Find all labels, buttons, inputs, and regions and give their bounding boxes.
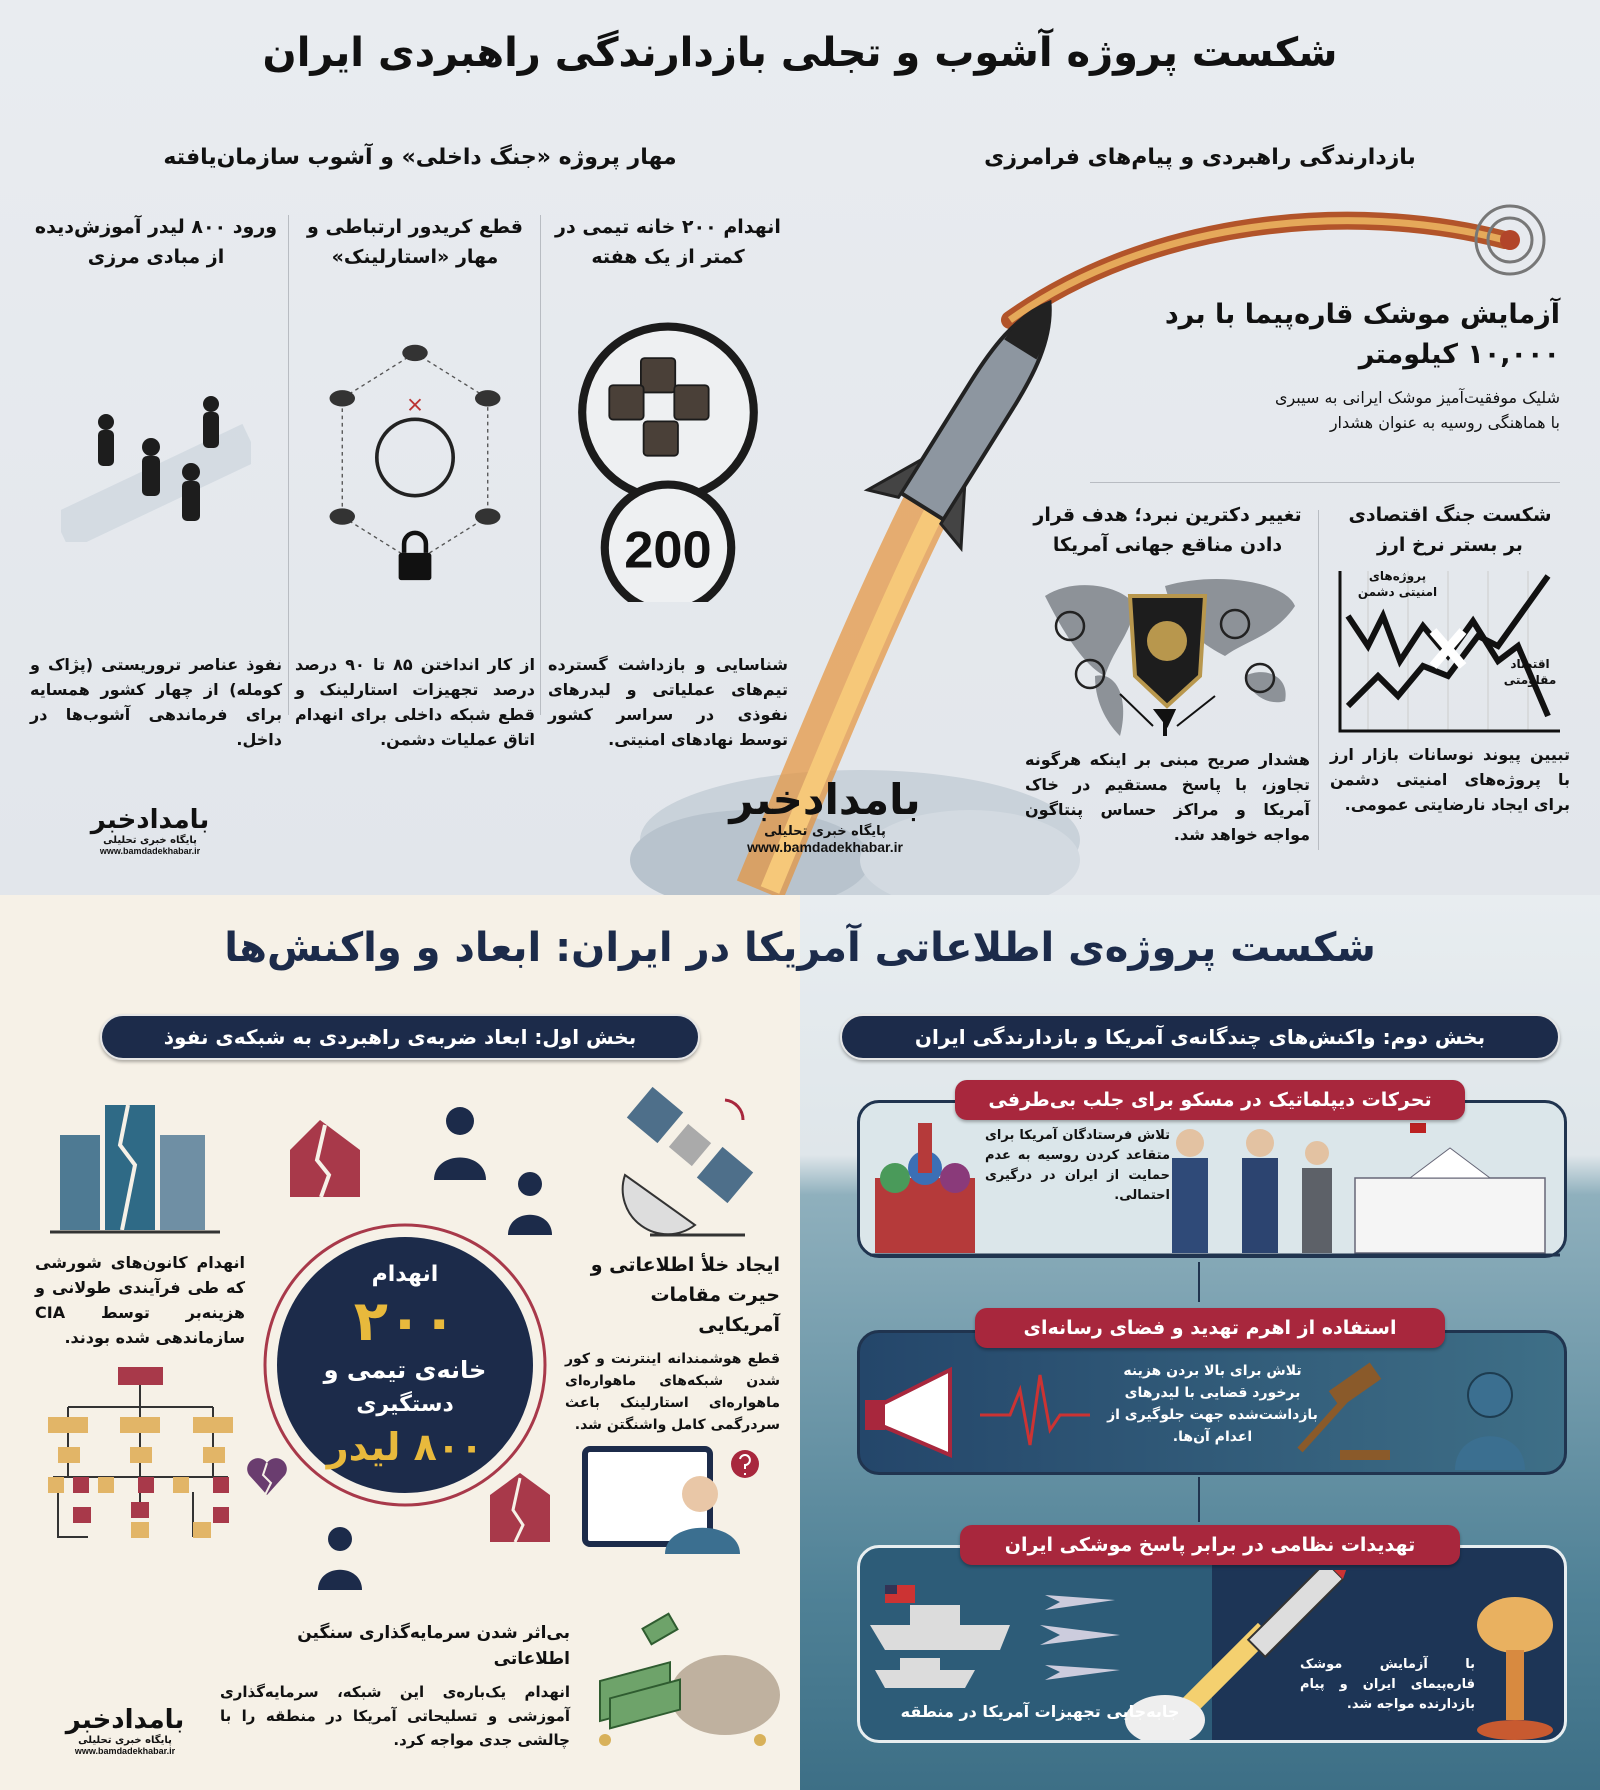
doctrine-block [1025, 500, 1310, 847]
divider [1090, 482, 1560, 483]
missile-icon [1248, 1570, 1360, 1657]
label-line: اقتصاد [1510, 657, 1550, 671]
satellite-dish-icon [330, 345, 501, 525]
network-lock-icon [315, 330, 515, 594]
title-line: ۱۰,۰۰۰ کیلومتر [1358, 339, 1560, 370]
money-stack-icon [585, 1600, 785, 1750]
column-title-leaders [30, 212, 282, 272]
arrested-person-icon [315, 1525, 365, 1590]
divider [288, 215, 289, 715]
diplomacy-illustration [870, 1118, 1560, 1258]
white-house-icon [1355, 1123, 1545, 1253]
body-line: شلیک موفقیت‌آمیز موشک ایرانی به سیبری [1274, 388, 1560, 407]
megaphone-icon [865, 1370, 950, 1455]
label-line: پروژه‌های [1368, 569, 1427, 583]
missile-body [1090, 385, 1560, 435]
column-starlink [295, 212, 535, 752]
confused-official-icon [580, 1444, 765, 1554]
title-line: تغییر دکترین نبرد؛ هدف قرار [1033, 504, 1302, 526]
logo-url: www.bamdadekhabar.ir [747, 839, 903, 855]
collapsing-buildings-icon [50, 1095, 220, 1235]
logo-url: www.bamdadekhabar.ir [99, 846, 201, 856]
broken-house-icon [285, 1115, 365, 1200]
chart-label-enemy [1348, 568, 1448, 600]
military-tab: تهدیدات نظامی در برابر پاسخ موشکی ایران [960, 1525, 1460, 1565]
title-line: انهدام ۲۰۰ خانه تیمی در [555, 216, 781, 238]
doctrine-body: هشدار صریح مبنی بر اینکه هرگونه تجاوز، با پاسخ مستقیم در خاک آمریکا و مراکز حساس پنتاگون مواجه خواهد شد. [1025, 750, 1310, 844]
left-section-heading: مهار پروژه «جنگ داخلی» و آشوب سازمان‌یافته [163, 145, 677, 170]
stat-line: دستگیری [356, 1392, 454, 1417]
title-line: ورود ۸۰۰ لیدر آموزش‌دیده [34, 216, 278, 238]
logo-tagline: پایگاه خبری تحلیلی [764, 824, 886, 839]
chart-label-resistance [1498, 656, 1563, 688]
column-title-safehouses [548, 212, 788, 272]
right-section-heading: بازدارندگی راهبردی و پیام‌های فرامرزی [984, 145, 1416, 170]
exchange-rate-chart [1338, 566, 1563, 736]
rebel-centers-body: انهدام کانون‌های شورشی که طی فرآیندی طولانی و هزینه‌بر توسط CIA سازماندهی شده بودند. [35, 1253, 245, 1347]
stat-number: ۲۰۰ [353, 1289, 457, 1354]
logo-tagline: پایگاه خبری تحلیلی [103, 835, 197, 846]
column-body-safehouses: شناسایی و بازداشت گسترده تیم‌های عملیاتی و لیدرهای نفوذی در سراسر کشور توسط نهادهای امنیتی. [548, 655, 788, 749]
column-title-starlink [295, 212, 535, 272]
logo-center [700, 775, 950, 855]
title-line: بر بستر نرخ ارز [1377, 534, 1523, 556]
org-node [118, 1367, 163, 1385]
economy-title [1330, 500, 1570, 560]
investment-title: بی‌اثر شدن سرمایه‌گذاری سنگین اطلاعاتی [297, 1623, 570, 1669]
handshake-icon [1172, 1129, 1332, 1253]
info-vacuum-body: قطع هوشمندانه اینترنت و کور شدن شبکه‌های ماهواره‌ای ماهواره‌ای استارلینک باعث سردرگمی کامل واشنگتن شد. [565, 1351, 780, 1433]
economy-block [1330, 500, 1570, 817]
military-body-left: جابه‌جایی تجهیزات آمریکا در منطقه [900, 1702, 1180, 1721]
stat-line: خانه‌ی تیمی و [323, 1356, 487, 1384]
title-line: کمتر از یک هفته [591, 246, 745, 268]
world-map-targets-icon [1035, 566, 1300, 741]
logo-bottom-left [45, 1705, 205, 1756]
label-line: امنیتی دشمن [1357, 585, 1438, 599]
fighter-jet-icon [1040, 1595, 1120, 1680]
broken-heart-icon [245, 1455, 290, 1500]
diplomacy-tab: تحرکات دیپلماتیک در مسکو برای جلب بی‌طرفی [955, 1080, 1465, 1120]
connector-line [1198, 1477, 1200, 1522]
investment-body: انهدام یک‌باره‌ی این شبکه، سرمایه‌گذاری آموزشی و تسلیحاتی آمریکا در منطقه را با چالشی جدی مواجه کرد. [220, 1683, 570, 1749]
title-line: شکست جنگ اقتصادی [1348, 504, 1552, 526]
divider [1318, 510, 1319, 850]
broken-building-icon [485, 1470, 555, 1545]
lock-icon [399, 553, 432, 580]
arrested-person-icon [430, 1105, 490, 1180]
title-line: مهار «استارلینک» [331, 246, 499, 268]
mushroom-cloud-icon [1477, 1597, 1553, 1740]
logo-name: بامدادخبر [90, 805, 210, 835]
kremlin-icon [875, 1123, 975, 1253]
org-chart-icon [43, 1362, 238, 1547]
logo-name: بامدادخبر [729, 775, 921, 824]
pulse-line [980, 1375, 1090, 1445]
distressed-person-icon [1455, 1373, 1525, 1470]
military-body-right: با آزمایش موشک قاره‌پیمای ایران و پیام بازدارنده مواجه شد. [1300, 1657, 1475, 1712]
connector-arrow [1198, 1262, 1200, 1302]
media-tab: استفاده از اهرم تهدید و فضای رسانه‌ای [975, 1308, 1445, 1348]
label-line: مقاومتی [1503, 673, 1557, 687]
column-leaders [30, 212, 282, 752]
column-body-starlink: از کار انداختن ۸۵ تا ۹۰ درصد درصد تجهیزات استارلینک و قطع شبکه داخلی برای انهدام اتاق عملیات دشمن. [295, 655, 535, 749]
title-line: دادن مناقع جهانی آمریکا [1052, 534, 1283, 556]
stat-line: انهدام [371, 1262, 439, 1287]
doctrine-title [1025, 500, 1310, 560]
infiltrators-silhouettes-icon [61, 382, 251, 542]
body-line: با هماهنگی روسیه به عنوان هشدار [1329, 413, 1560, 432]
info-vacuum-block [565, 1250, 780, 1554]
title-line: از مبادی مرزی [87, 246, 225, 268]
warship-icon [870, 1605, 1010, 1688]
logo-name: بامدادخبر [65, 1705, 185, 1735]
part1-label: بخش اول: ابعاد ضربه‌ی راهبردی به شبکه‌ی نفوذ [100, 1014, 700, 1060]
rebel-centers-block [35, 1250, 245, 1547]
center-stat-text [290, 1258, 520, 1472]
logo-top-left [70, 805, 230, 856]
info-vacuum-title [565, 1250, 780, 1340]
part2-label: بخش دوم: واکنش‌های چندگانه‌ی آمریکا و بازدارندگی ایران [840, 1014, 1560, 1060]
media-body: تلاش برای بالا بردن هزینه برخورد قضایی با لیدرهای بازداشت‌شده جهت جلوگیری از اعدام آن‌ها. [1107, 1363, 1318, 1445]
economy-body: تبیین پیوند نوسانات بازار ارز با پروژه‌های امنیتی دشمن برای ایجاد نارضایتی عمومی. [1330, 745, 1570, 814]
bottom-title: شکست پروژه‌ی اطلاعاتی آمریکا در ایران: ابعاد و واکنش‌ها [224, 925, 1376, 971]
title-line: آزمایش موشک قاره‌پیما با برد [1164, 299, 1560, 330]
missile-block [1090, 295, 1560, 435]
column-body-leaders: نفوذ عناصر تروریستی (پژاک و کومله) از چهار کشور همسایه برای فرماندهی آشوب‌ها در داخل. [30, 655, 282, 749]
missile-title [1090, 295, 1560, 375]
diplomacy-body: تلاش فرستادگان آمریکا برای متقاعد کردن روسیه به عدم حمایت از ایران در درگیری احتمالی. [985, 1128, 1170, 1203]
stat-number: 200 [624, 521, 712, 580]
satellite-dish-icon [615, 1085, 755, 1240]
title-line: قطع کریدور ارتباطی و [307, 216, 523, 238]
stat-line: ۸۰۰ لیدر [326, 1425, 484, 1469]
logo-url: www.bamdadekhabar.ir [74, 1746, 176, 1756]
top-title: شکست پروژه آشوب و تجلی بازدارندگی راهبردی ایران [262, 30, 1338, 76]
title-line: ایجاد خلأ اطلاعاتی و [590, 1254, 780, 1276]
logo-tagline: پایگاه خبری تحلیلی [78, 1735, 172, 1746]
investment-block [220, 1620, 570, 1752]
title-line: حیرت مقامات آمریکایی [650, 1284, 780, 1336]
